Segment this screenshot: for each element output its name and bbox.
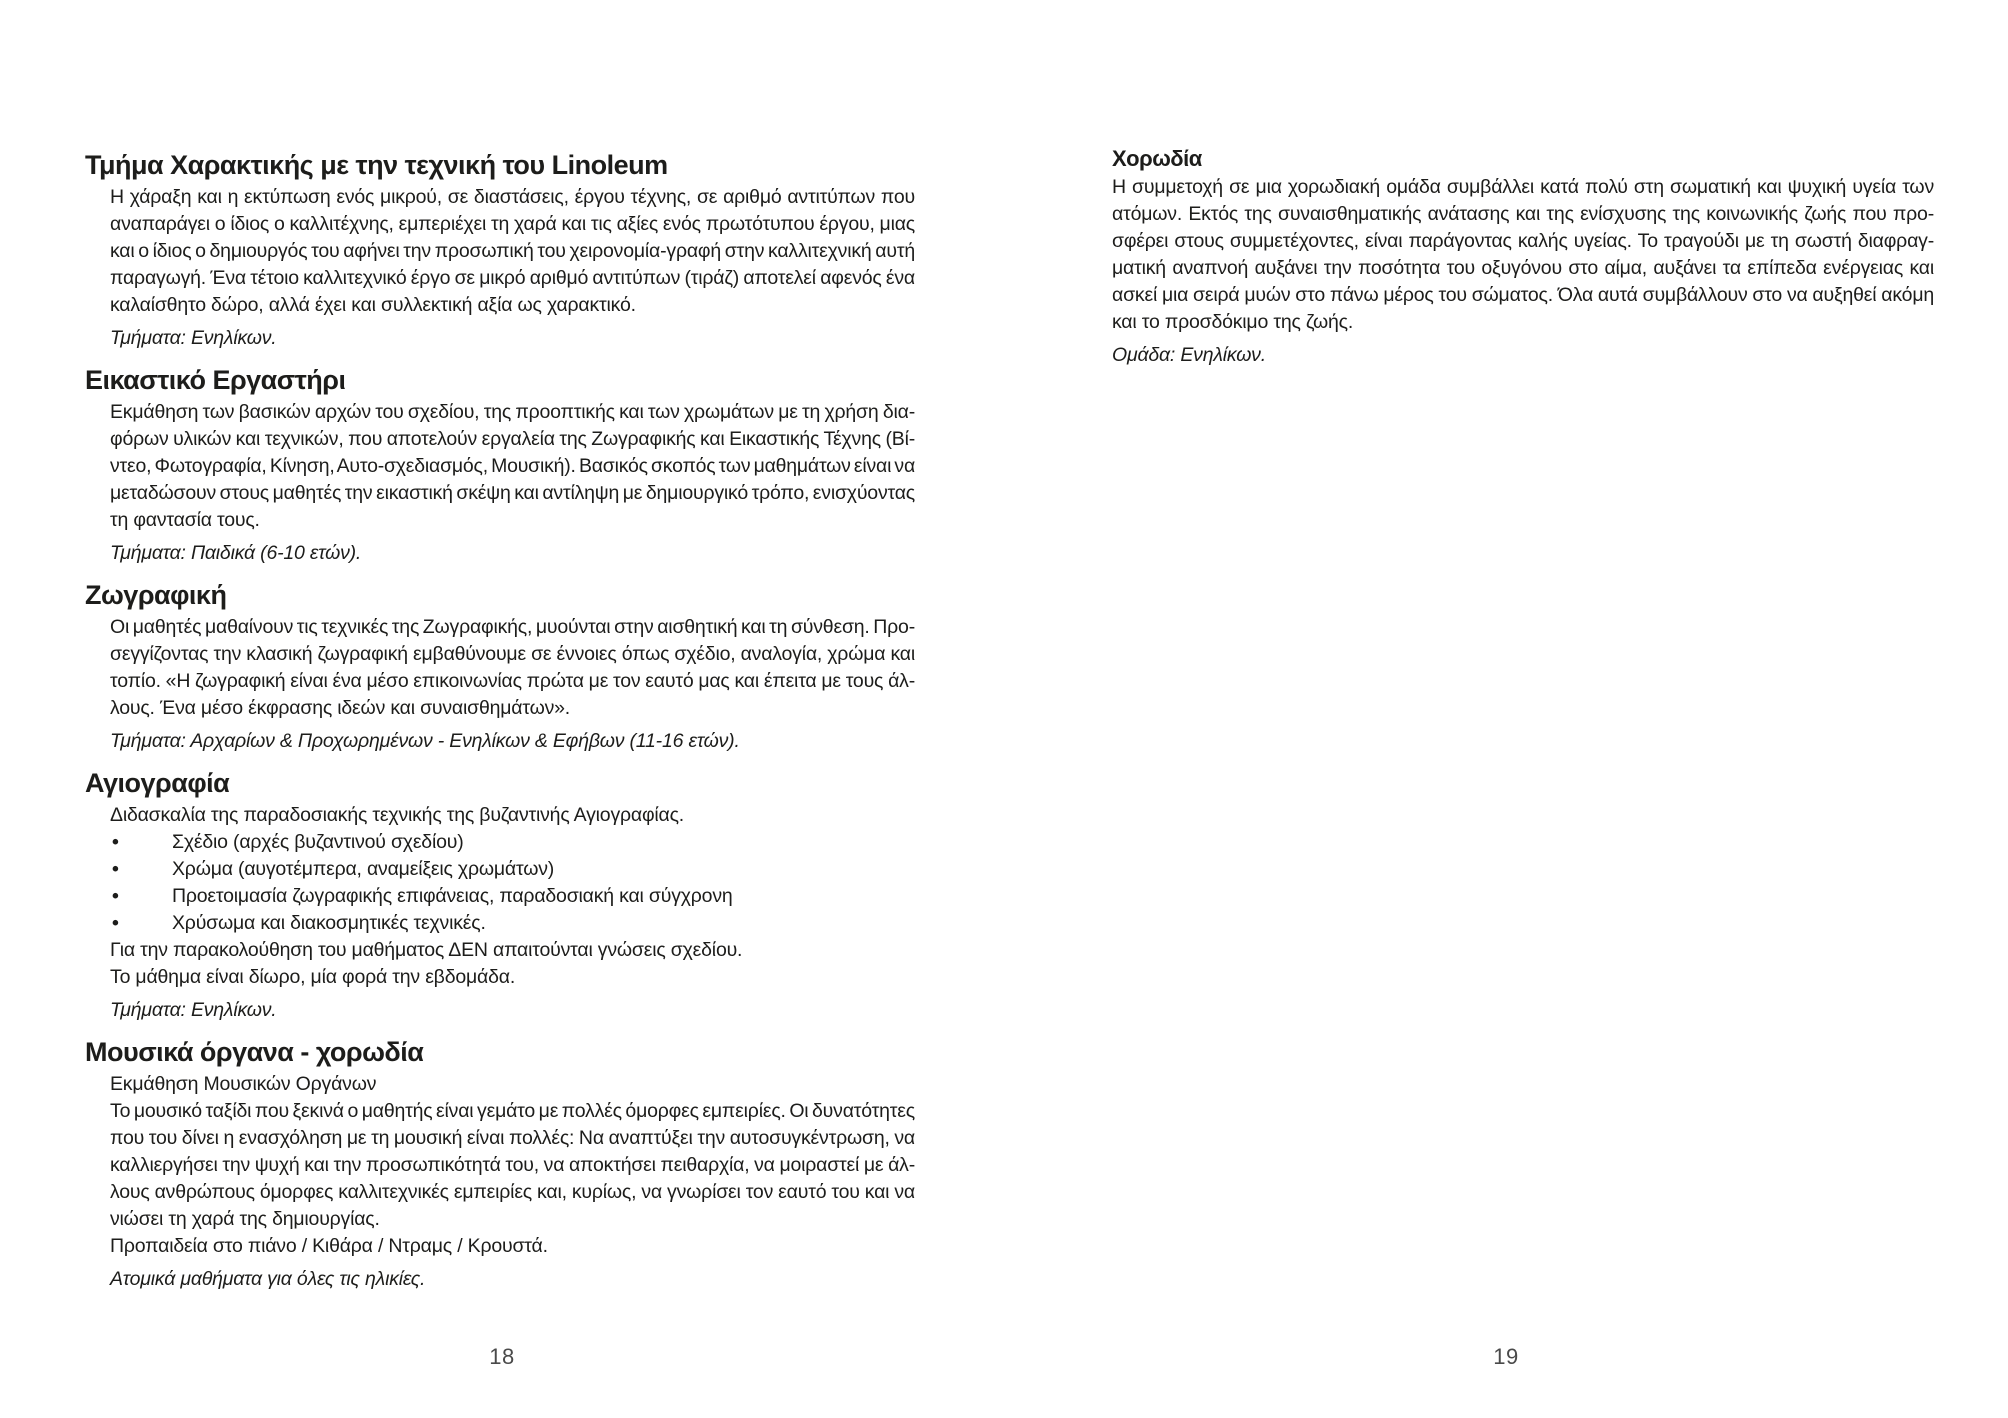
note-text: Ατομικά μαθήματα για όλες τις ηλικίες. — [110, 1268, 426, 1290]
bullet-item — [110, 829, 915, 856]
section-left-4 — [85, 768, 915, 1024]
text-line — [110, 1152, 915, 1179]
text-line — [110, 1098, 915, 1125]
section-title: Τμήμα Χαρακτικής με την τεχνική του Linoleum — [85, 150, 668, 180]
paragraph — [110, 1098, 915, 1233]
note-line — [110, 1266, 915, 1293]
text-line — [110, 668, 915, 695]
bullet-item-label: Σχέδιο (αρχές βυζαντινού σχεδίου) — [172, 831, 464, 853]
text-line-content: ασκεί μια σειρά μυών στο πάνω μέρος του σώματος. Όλα αυτά συμβάλλουν στο να αυξηθεί ακόμη — [1112, 284, 1934, 306]
bullet-icon: • — [112, 858, 119, 880]
text-line-content: παραγωγή. Ένα τέτοιο καλλιτεχνικό έργο σε μικρό αριθμό αντιτύπων (τιράζ) αποτελεί αφενός ένα — [110, 267, 915, 289]
text-line — [110, 292, 915, 319]
note-line — [110, 728, 915, 755]
bullet-item-label: Χρύσωμα και διακοσμητικές τεχνικές. — [172, 912, 486, 934]
section-body — [110, 184, 915, 352]
text-line — [110, 937, 915, 964]
paragraph — [1112, 174, 1934, 336]
text-line — [1112, 174, 1934, 201]
text-line-content: Εκμάθηση Μουσικών Οργάνων — [110, 1073, 377, 1095]
text-line-content: Οι μαθητές μαθαίνουν τις τεχνικές της Ζωγραφικής, μυούνται στην αισθητική και τη σύνθεση. Προ- — [110, 616, 915, 638]
section-body — [110, 802, 915, 1024]
text-line-content: ατόμων. Εκτός της συναισθηματικής ανάτασης και της ενίσχυσης της κοινωνικής ζωής που προ- — [1112, 203, 1934, 225]
section-left-3 — [85, 580, 915, 755]
text-line-content: τη φαντασία τους. — [110, 509, 260, 531]
bullet-item — [110, 910, 915, 937]
text-line — [110, 211, 915, 238]
section-right-1 — [1112, 146, 1934, 369]
section-body — [110, 614, 915, 755]
section-title: Μουσικά όργανα - χορωδία — [85, 1037, 424, 1067]
paragraph — [110, 399, 915, 534]
section-body — [1112, 174, 1934, 369]
text-line-content: λους. Ένα μέσο έκφρασης ιδεών και συναισθημάτων». — [110, 697, 571, 719]
note-line — [1112, 342, 1934, 369]
text-line-content: και το προσδόκιμο της ζωής. — [1112, 311, 1354, 333]
bullet-item-label: Χρώμα (αυγοτέμπερα, αναμείξεις χρωμάτων) — [172, 858, 555, 880]
text-line-content: ματική αναπνοή αυξάνει την ποσότητα του οξυγόνου στο αίμα, αυξάνει τα επίπεδα ενέργειας και — [1112, 257, 1934, 279]
text-line — [1112, 255, 1934, 282]
page-right — [1004, 0, 2008, 1418]
text-line — [110, 426, 915, 453]
note-line — [110, 540, 915, 567]
text-line-content: Το μουσικό ταξίδι που ξεκινά ο μαθητής είναι γεμάτο με πολλές όμορφες εμπειρίες. Οι δυνατότητες — [110, 1100, 915, 1122]
text-line-content: νιώσει τη χαρά της δημιουργίας. — [110, 1208, 380, 1230]
text-line-content: Η χάραξη και η εκτύπωση ενός μικρού, σε διαστάσεις, έργου τέχνης, σε αριθμό αντιτύπων που — [110, 186, 915, 208]
text-line-content: σεγγίζοντας την κλασική ζωγραφική εμβαθύνουμε σε έννοιες όπως σχέδιο, αναλογία, χρώμα και — [110, 643, 915, 665]
page-number-left: 18 — [489, 1344, 515, 1369]
bullet-icon: • — [112, 912, 119, 934]
section-title: Αγιογραφία — [85, 768, 230, 798]
text-line-content: καλαίσθητο δώρο, αλλά έχει και συλλεκτική αξία ως χαρακτικό. — [110, 294, 636, 316]
text-line — [1112, 282, 1934, 309]
section-title: Ζωγραφική — [85, 580, 227, 610]
text-line — [110, 238, 915, 265]
text-line-content: μεταδώσουν στους μαθητές την εικαστική σκέψη και αντίληψη με δημιουργικό τρόπο, ενισχύοντας — [110, 482, 915, 504]
note-text: Τμήματα: Ενηλίκων. — [110, 327, 277, 349]
text-line — [110, 964, 915, 991]
text-line — [110, 507, 915, 534]
text-line-content: σφέρει στους συμμετέχοντες, είναι παράγοντας καλής υγείας. Το τραγούδι με τη σωστή διαφραγ- — [1112, 230, 1934, 252]
section-body — [110, 1071, 915, 1293]
bullet-item-label: Προετοιμασία ζωγραφικής επιφάνειας, παραδοσιακή και σύγχρονη — [172, 885, 733, 907]
text-line-content: φόρων υλικών και τεχνικών, που αποτελούν εργαλεία της Ζωγραφικής και Εικαστικής Τέχνης (Βί- — [110, 428, 915, 450]
bullet-item — [110, 856, 915, 883]
text-line — [1112, 228, 1934, 255]
text-line-content: Διδασκαλία της παραδοσιακής τεχνικής της βυζαντινής Αγιογραφίας. — [110, 804, 685, 826]
note-text: Τμήματα: Παιδικά (6-10 ετών). — [110, 542, 362, 564]
text-line-content: που του δίνει η ενασχόληση με τη μουσική είναι πολλές: Να αναπτύξει την αυτοσυγκέντρωση, να — [110, 1127, 915, 1149]
section-left-5 — [85, 1037, 915, 1293]
section-title: Χορωδία — [1112, 146, 1202, 171]
bullet-list — [110, 829, 915, 937]
text-line — [110, 695, 915, 722]
text-line-content: και ο ίδιος ο δημιουργός του αφήνει την προσωπική του χειρονομία-γραφή στην καλλιτεχνική αυτή — [110, 240, 915, 262]
text-line — [110, 265, 915, 292]
note-line — [110, 997, 915, 1024]
note-text: Τμήματα: Αρχαρίων & Προχωρημένων - Ενηλίκων & Εφήβων (11-16 ετών). — [110, 730, 740, 752]
text-line-content: Η συμμετοχή σε μια χορωδιακή ομάδα συμβάλλει κατά πολύ στη σωματική και ψυχική υγεία των — [1112, 176, 1934, 198]
page-left-content — [85, 150, 915, 1306]
note-text: Τμήματα: Ενηλίκων. — [110, 999, 277, 1021]
text-line — [110, 802, 915, 829]
text-line-content: λους ανθρώπους όμορφες καλλιτεχνικές εμπειρίες και, κυρίως, να γνωρίσει τον εαυτό του και να — [110, 1181, 915, 1203]
text-line — [110, 1125, 915, 1152]
text-line — [110, 1179, 915, 1206]
text-line-content: Για την παρακολούθηση του μαθήματος ΔΕΝ απαιτούνται γνώσεις σχεδίου. — [110, 939, 743, 961]
text-line-content: Το μάθημα είναι δίωρο, μία φορά την εβδομάδα. — [110, 966, 516, 988]
section-body — [110, 399, 915, 567]
section-title: Εικαστικό Εργαστήρι — [85, 365, 346, 395]
text-line — [110, 1206, 915, 1233]
page-right-content — [1112, 146, 1934, 382]
text-line — [110, 641, 915, 668]
text-line — [110, 453, 915, 480]
section-left-1 — [85, 150, 915, 352]
text-line-content: καλλιεργήσει την ψυχή και την προσωπικότητά του, να αποκτήσει πειθαρχία, να μοιραστεί με άλ- — [110, 1154, 915, 1176]
text-line-content: τοπίο. «Η ζωγραφική είναι ένα μέσο επικοινωνίας πρώτα με τον εαυτό μας και έπειτα με τους άλ- — [110, 670, 915, 692]
text-line-content: Εκμάθηση των βασικών αρχών του σχεδίου, της προοπτικής και των χρωμάτων με τη χρήση δια- — [110, 401, 915, 423]
page-number-right: 19 — [1493, 1344, 1519, 1369]
text-line-content: ντεο, Φωτογραφία, Κίνηση, Αυτο-σχεδιασμός, Μουσική). Βασικός σκοπός των μαθημάτων είναι να — [110, 455, 915, 477]
paragraph — [110, 614, 915, 722]
text-line — [110, 614, 915, 641]
text-line — [110, 184, 915, 211]
bullet-item — [110, 883, 915, 910]
text-line — [110, 480, 915, 507]
text-line — [1112, 309, 1934, 336]
note-text: Ομάδα: Ενηλίκων. — [1112, 344, 1266, 366]
text-line — [110, 399, 915, 426]
text-line — [1112, 201, 1934, 228]
text-line — [110, 1071, 915, 1098]
section-left-2 — [85, 365, 915, 567]
text-line — [110, 1233, 915, 1260]
bullet-icon: • — [112, 831, 119, 853]
note-line — [110, 325, 915, 352]
text-line-content: Προπαιδεία στο πιάνο / Κιθάρα / Ντραμς / Κρουστά. — [110, 1235, 548, 1257]
paragraph — [110, 184, 915, 319]
text-line-content: αναπαράγει ο ίδιος ο καλλιτέχνης, εμπεριέχει τη χαρά και τις αξίες ενός πρωτότυπου έργου, μιας — [110, 213, 915, 235]
bullet-icon: • — [112, 885, 119, 907]
